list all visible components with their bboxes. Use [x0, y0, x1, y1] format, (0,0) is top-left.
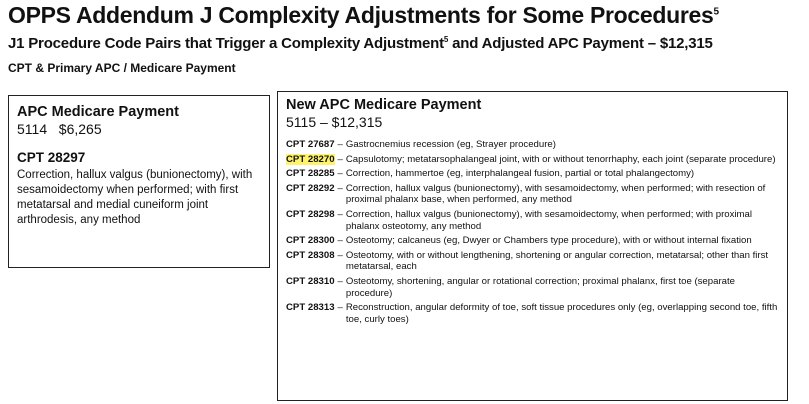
cpt-description: Correction, hammertoe (eg, interphalangeal fusion, partial or total phalangectomy) [345, 168, 695, 180]
cpt-description: Gastrocnemius recession (eg, Strayer procedure) [345, 139, 556, 150]
cpt-code: CPT 28308 [286, 249, 335, 261]
code-pair-item [286, 209, 779, 232]
cpt-description: Osteotomy, with or without lengthening, shortening or angular correction, metatarsal; other than first metatarsal, each [345, 249, 769, 273]
apc-payment-amount: $6,265 [58, 121, 102, 137]
cpt-code: CPT 28298 [286, 208, 335, 220]
code-pair-item [286, 139, 779, 151]
apc-payment-heading: APC Medicare Payment [17, 104, 179, 120]
new-apc-value: 5115 – $12,315 [286, 114, 383, 130]
cpt-description: Correction, hallux valgus (bunionectomy), with sesamoidectomy, when performed; with proximal phalanx osteotomy, any method [345, 208, 753, 232]
code-dash: – [337, 302, 343, 314]
cpt-description: Correction, hallux valgus (bunionectomy), with sesamoidectomy, when performed; with resection of proximal phalanx base, when performed, any method [345, 182, 766, 206]
cpt-description: Reconstruction, angular deformity of toe, soft tissue procedures only (eg, overlapping second toe, fifth toe, curly toes) [345, 302, 778, 325]
code-pair-item [286, 154, 779, 166]
code-dash: – [337, 208, 343, 220]
subtitle-after: and Adjusted APC Payment – $12,315 [448, 35, 713, 52]
subtitle-before: J1 Procedure Code Pairs that Trigger a Complexity Adjustment [8, 35, 444, 52]
cpt-description: Osteotomy, shortening, angular or rotational correction; proximal phalanx, first toe (separate procedure) [345, 275, 735, 299]
code-dash: – [337, 168, 343, 180]
code-dash: – [337, 235, 343, 247]
code-pair-item [286, 250, 779, 273]
apc-payment-value [17, 121, 261, 138]
subtitle-footnote: 5 [443, 35, 449, 44]
section-caption: CPT & Primary APC / Medicare Payment [8, 61, 236, 75]
cpt-code: CPT 28313 [286, 302, 335, 314]
cpt-code: CPT 28300 [286, 235, 335, 247]
code-pair-item [286, 183, 779, 206]
code-dash: – [337, 139, 343, 150]
code-dash: – [337, 275, 343, 287]
primary-cpt-description: Correction, hallux valgus (bunionectomy), with sesamoidectomy when performed; with first metatarsal and medial cuneiform joint arthrodesis, any method [17, 169, 253, 226]
page-title-text: OPPS Addendum J Complexity Adjustments for Some Procedures [8, 2, 714, 28]
title-footnote: 5 [713, 6, 719, 18]
new-apc-payment-box [277, 91, 788, 401]
code-dash: – [337, 249, 343, 261]
cpt-code: CPT 28285 [286, 168, 335, 180]
code-pair-item [286, 168, 779, 180]
cpt-description: Capsulotomy; metatarsophalangeal joint, with or without tenorrhaphy, each joint (separate procedure) [345, 153, 776, 165]
cpt-code: CPT 28310 [286, 275, 335, 287]
apc-code: 5114 [17, 121, 48, 137]
page-subtitle [8, 35, 713, 52]
highlighted-cpt-code: CPT 28270 [286, 153, 335, 165]
code-pair-item [286, 235, 779, 247]
code-pair-list [286, 139, 779, 325]
code-pair-item [286, 302, 779, 325]
page-title [8, 2, 719, 29]
cpt-code: CPT 28292 [286, 182, 335, 194]
apc-payment-box [8, 95, 270, 268]
code-dash: – [337, 182, 343, 194]
new-apc-heading: New APC Medicare Payment [286, 97, 482, 113]
cpt-code: CPT 27687 [286, 139, 335, 150]
code-pair-item [286, 276, 779, 299]
primary-cpt-code: CPT 28297 [17, 150, 86, 165]
cpt-description: Osteotomy; calcaneus (eg, Dwyer or Chambers type procedure), with or without internal fixation [345, 235, 752, 247]
code-dash: – [337, 153, 343, 165]
